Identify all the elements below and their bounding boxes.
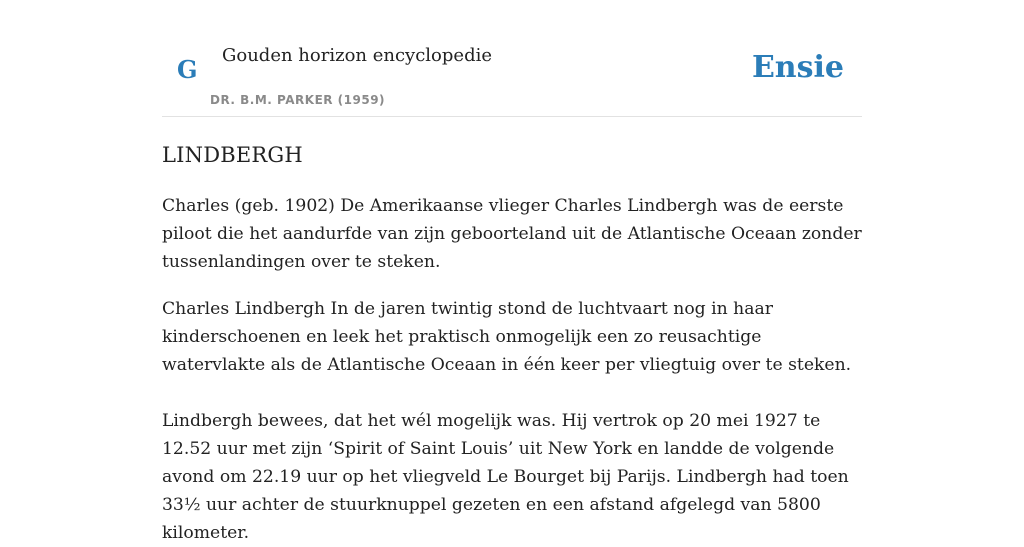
book-title[interactable]: Gouden horizon encyclopedie — [222, 45, 492, 66]
article-paragraph: Charles (geb. 1902) De Amerikaanse vlieger Charles Lindbergh was de eerste piloot die het aandurfde van zijn geboorteland uit de Atlantische Oceaan zonder tussenlandingen over te steken. — [162, 196, 862, 272]
entry-title: LINDBERGH — [162, 143, 303, 167]
book-author: DR. B.M. PARKER (1959) — [210, 93, 386, 107]
article-paragraph: Lindbergh bewees, dat het wél mogelijk was. Hij vertrok op 20 mei 1927 te 12.52 uur met zijn ‘Spirit of Saint Louis’ uit New York en landde de volgende avond om 22.19 uur op het vliegveld Le Bourget bij Parijs. Lindbergh had toen 33½ uur achter de stuurknuppel gezeten en een afstand afgelegd van 5800 kilometer. — [162, 411, 849, 543]
header — [162, 0, 862, 117]
ensie-logo[interactable]: Ensie — [751, 50, 844, 85]
book-logo[interactable]: G — [177, 55, 198, 84]
article — [162, 138, 862, 547]
article-paragraph: Charles Lindbergh In de jaren twintig stond de luchtvaart nog in haar kinderschoenen en leek het praktisch onmogelijk een zo reusachtige watervlakte als de Atlantische Oceaan in één keer per vliegtuig over te steken. — [162, 299, 852, 375]
